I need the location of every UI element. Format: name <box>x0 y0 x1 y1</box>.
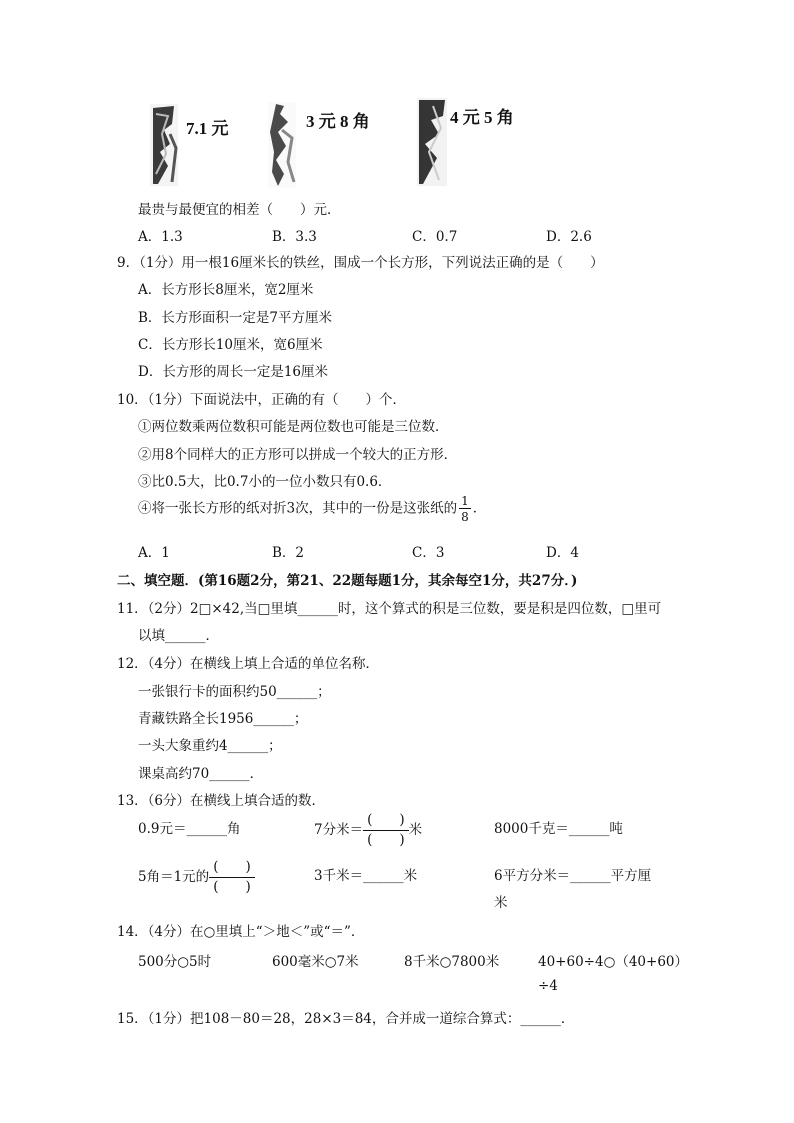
q12-line-3: 一头大象重约4______； <box>138 738 282 754</box>
q15-stem: 15．（1分）把108－80＝28，28×3＝84，合并成一道综合算式：______． <box>117 1011 575 1027</box>
q12-line-4: 课桌高约70______． <box>138 766 264 782</box>
q13-item-b <box>314 813 422 848</box>
blank-denominator: ( ) <box>213 878 251 895</box>
q10-option-c: C．3 <box>412 545 445 561</box>
q11-line-2: 以填______． <box>138 628 219 644</box>
q8-stem: 最贵与最便宜的相差（ ）元． <box>138 202 341 218</box>
price-tag-image-1 <box>150 104 178 186</box>
q10-stem: 10．（1分）下面说法中，正确的有（ ）个． <box>117 392 407 408</box>
q9-option-d: D．长方形的周长一定是16厘米 <box>138 364 329 380</box>
q13-item-f-line-1: 6平方分米＝______平方厘 <box>494 868 652 884</box>
section-2-title: 二、填空题．(第16题2分，第21、22题每题1分，其余每空1分，共27分．) <box>117 573 578 589</box>
q10-item-1: ①两位数乘两位数积可能是两位数也可能是三位数． <box>138 419 449 435</box>
q14-item-4-tail: ÷4 <box>538 978 558 994</box>
q14-item-4: 40+60÷4○（40+60） <box>538 954 689 970</box>
blank-fraction-d <box>209 860 255 895</box>
price-tag-image-3 <box>417 98 447 186</box>
q13-item-d-prefix: 5角＝1元的 <box>138 868 210 885</box>
q9-option-b: B．长方形面积一定是7平方厘米 <box>138 310 333 326</box>
q9-option-c: C．长方形长10厘米，宽6厘米 <box>138 337 323 353</box>
fraction-denominator: 8 <box>461 510 469 524</box>
q13-stem: 13．（6分）在横线上填合适的数． <box>117 793 326 809</box>
price-label-3: 4 元 5 角 <box>450 108 514 127</box>
q9-option-a: A．长方形长8厘米，宽2厘米 <box>138 282 314 298</box>
q8-option-b: B．3.3 <box>272 229 317 245</box>
q11-line-1: 11．（2分）2□×42,当□里填______时，这个算式的积是三位数，要是积是四位数，□里可 <box>117 601 662 617</box>
blank-numerator: ( ) <box>363 813 409 831</box>
q10-item-4-text: ④将一张长方形的纸对折3次，其中的一份是这张纸的 <box>138 500 458 517</box>
q12-line-2: 青藏铁路全长1956______； <box>138 711 308 727</box>
fraction-numerator: 1 <box>461 494 469 508</box>
q10-item-4-end: ． <box>472 500 487 517</box>
q10-option-b: B．2 <box>272 545 305 561</box>
q8-option-d: D．2.6 <box>546 229 592 245</box>
price-label-2: 3 元 8 角 <box>306 112 370 131</box>
q14-stem: 14．（4分）在○里填上“＞地＜”或“＝”． <box>117 924 365 940</box>
q13-item-b-suffix: 米 <box>408 821 423 838</box>
q10-item-2: ②用8个同样大的正方形可以拼成一个较大的正方形． <box>138 447 458 463</box>
q10-option-d: D．4 <box>546 545 579 561</box>
q10-item-3: ③比0.5大，比0.7小的一位小数只有0.6． <box>138 474 392 490</box>
q13-item-d <box>138 860 255 895</box>
q13-item-e: 3千米＝______米 <box>314 868 418 884</box>
q8-option-a: A．1.3 <box>138 229 183 245</box>
blank-numerator: ( ) <box>209 860 255 878</box>
q14-item-1: 500分○5时 <box>138 954 212 970</box>
price-label-1: 7.1 元 <box>186 119 229 138</box>
q10-item-4 <box>138 495 486 523</box>
q13-item-a: 0.9元＝______角 <box>138 821 241 837</box>
blank-denominator: ( ) <box>367 831 405 848</box>
q13-item-f-line-2: 米 <box>494 895 508 911</box>
fraction-one-eighth <box>459 495 471 523</box>
q14-item-3: 8千米○7800米 <box>404 954 500 970</box>
q10-option-a: A．1 <box>138 545 170 561</box>
q14-item-2: 600毫米○7米 <box>272 954 359 970</box>
q13-item-c: 8000千克＝______吨 <box>494 821 623 837</box>
blank-fraction-b <box>363 813 409 848</box>
q12-line-1: 一张银行卡的面积约50______； <box>138 684 331 700</box>
q12-stem: 12．（4分）在横线上填上合适的单位名称． <box>117 656 380 672</box>
q8-option-c: C．0.7 <box>412 229 458 245</box>
q9-stem: 9．（1分）用一根16厘米长的铁丝，围成一个长方形，下列说法正确的是（ ） <box>117 255 604 271</box>
q13-item-b-prefix: 7分米＝ <box>314 821 364 838</box>
price-tag-image-2 <box>268 102 296 188</box>
